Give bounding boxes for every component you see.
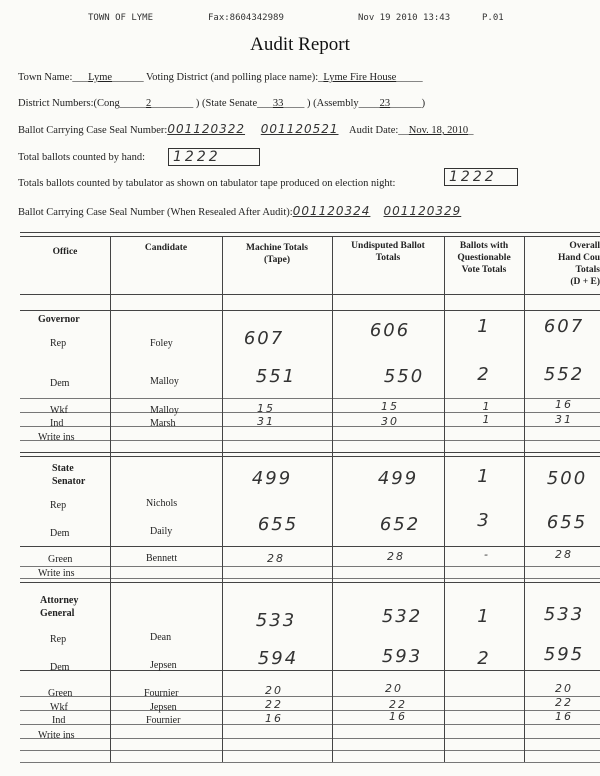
write-ins-label: Write ins (38, 730, 75, 741)
table-grid-line (20, 310, 600, 311)
table-grid-line (20, 750, 600, 751)
machine-total: 28 (267, 552, 285, 565)
header-machine-line-1: Machine Totals (245, 243, 309, 253)
machine-total: 15 (257, 402, 275, 415)
seal-value-1: 001120322 (167, 122, 246, 136)
header-questionable-line-3: Vote Totals (461, 265, 507, 275)
table-grid-line (20, 440, 600, 441)
party-label: Dem (50, 528, 70, 539)
fax-sender: TOWN OF LYME (88, 13, 154, 23)
machine-total: 20 (265, 684, 283, 697)
table-grid-line (20, 294, 600, 295)
party-label: Rep (50, 634, 67, 645)
questionable-total: - (484, 548, 490, 561)
overall-total: 16 (555, 710, 573, 723)
undisputed-total: 28 (387, 550, 405, 563)
write-ins-label: Write ins (38, 432, 75, 443)
party-label: Rep (50, 338, 67, 349)
table-grid-line (20, 546, 600, 547)
party-label: Green (48, 688, 73, 699)
party-label: Dem (50, 378, 70, 389)
header-overall-line-1: Overall (569, 241, 600, 251)
undisputed-total: 532 (381, 606, 423, 627)
header-overall-line-2: Hand Cou (558, 253, 600, 263)
header-undisputed-line-1: Undisputed Ballot (351, 241, 425, 251)
questionable-total: 1 (477, 316, 491, 337)
cong-value: 2 (146, 98, 152, 109)
undisputed-total: 606 (369, 320, 411, 341)
fax-page: P.01 (482, 13, 504, 23)
district-close: ) (421, 98, 426, 109)
machine-total: 551 (255, 366, 297, 387)
machine-total: 533 (255, 610, 297, 631)
seal-line: Ballot Carrying Case Seal Number:001120322 001120521 Audit Date:__Nov. 18, 2010_ (18, 122, 474, 136)
candidate-label: Fournier (146, 715, 181, 726)
candidate-label: Bennett (146, 553, 178, 564)
office-attorney-general: Attorney General (40, 595, 79, 619)
party-label: Wkf (50, 702, 68, 713)
overall-total: 22 (555, 696, 573, 709)
district-label: Voting District (and polling place name): (146, 72, 319, 83)
table-column-divider (332, 236, 333, 762)
questionable-total: 3 (477, 510, 491, 531)
table-column-divider (444, 236, 445, 762)
overall-total: 16 (555, 398, 573, 411)
machine-total: 607 (243, 328, 285, 349)
senate-label: ) (State Senate (195, 98, 258, 109)
overall-total: 655 (546, 512, 588, 533)
tabulator-label: Totals ballots counted by tabulator as shown on tabulator tape produced on election night: (18, 178, 396, 189)
table-grid-line (20, 582, 600, 583)
reseal-value-1: 001120324 (292, 204, 371, 218)
write-ins-label: Write ins (38, 568, 75, 579)
office-state-senator: State Senator (52, 463, 86, 487)
overall-total: 20 (555, 682, 573, 695)
machine-total: 31 (257, 415, 275, 428)
undisputed-total: 499 (377, 468, 419, 489)
assembly-value: 23 (379, 98, 391, 109)
assembly-label: ) (Assembly (307, 98, 359, 109)
party-label: Green (48, 554, 73, 565)
hand-count-label: Total ballots counted by hand: (18, 152, 145, 163)
overall-total: 28 (555, 548, 573, 561)
cong-label: District Numbers:(Cong (18, 98, 120, 109)
party-label: Dem (50, 662, 70, 673)
header-undisputed-line-2: Totals (375, 253, 401, 263)
machine-total: 16 (265, 712, 283, 725)
table-grid-line (20, 452, 600, 453)
header-overall (524, 240, 600, 288)
audit-date-label: Audit Date: (349, 125, 399, 136)
hand-count-box: 1222 (168, 148, 260, 166)
page-title: Audit Report (250, 34, 350, 55)
overall-total: 595 (543, 644, 585, 665)
header-overall-line-4: (D + E) (570, 277, 600, 287)
table-grid-line (20, 696, 600, 697)
overall-total: 533 (543, 604, 585, 625)
overall-total: 552 (543, 364, 585, 385)
overall-total: 31 (555, 413, 573, 426)
header-undisputed (332, 240, 444, 264)
machine-total: 499 (251, 468, 293, 489)
header-questionable-line-1: Ballots with (459, 241, 509, 251)
table-grid-line (20, 762, 600, 763)
candidate-label: Dean (150, 632, 172, 643)
header-questionable (444, 240, 524, 276)
questionable-total: 1 (477, 466, 491, 487)
undisputed-total: 15 (381, 400, 399, 413)
undisputed-total: 593 (381, 646, 423, 667)
undisputed-total: 16 (389, 710, 407, 723)
tabulator-box: 1222 (444, 168, 518, 186)
undisputed-total: 22 (389, 698, 407, 711)
candidate-label: Fournier (144, 688, 179, 699)
table-grid-line (20, 412, 600, 413)
candidate-label: Nichols (146, 498, 178, 509)
overall-total: 607 (543, 316, 585, 337)
machine-total: 22 (265, 698, 283, 711)
party-label: Wkf (50, 405, 68, 416)
header-office: Office (52, 247, 78, 257)
candidate-label: Daily (150, 526, 173, 537)
town-label: Town Name: (18, 72, 73, 83)
table-column-divider (110, 236, 111, 762)
candidate-label: Jepsen (150, 660, 177, 671)
table-grid-line (20, 236, 600, 237)
machine-total: 655 (257, 514, 299, 535)
town-line: Town Name:___Lyme______ Voting District (and polling place name):_Lyme Fire House_____ (18, 72, 423, 83)
table-column-divider (222, 236, 223, 762)
questionable-total: 1 (482, 413, 492, 426)
senate-value: 33 (272, 98, 284, 109)
district-numbers-line: District Numbers:(Cong_____2________ ) (State Senate___33____ ) (Assembly____23______) (18, 98, 426, 109)
reseal-line (18, 204, 461, 218)
party-label: Ind (50, 418, 64, 429)
table-grid-line (20, 738, 600, 739)
questionable-total: 2 (477, 364, 491, 385)
undisputed-total: 20 (385, 682, 403, 695)
undisputed-total: 652 (379, 514, 421, 535)
table-grid-line (20, 398, 600, 399)
questionable-total: 2 (477, 648, 491, 669)
table-grid-line (20, 456, 600, 457)
machine-total: 594 (257, 648, 299, 669)
table-grid-line (20, 710, 600, 711)
overall-total: 500 (546, 468, 588, 489)
audit-date-value: Nov. 18, 2010 (408, 125, 469, 136)
table-column-divider (524, 236, 525, 762)
undisputed-total: 550 (383, 366, 425, 387)
party-label: Ind (52, 715, 66, 726)
header-questionable-line-2: Questionable (457, 253, 511, 263)
table-grid-line (20, 670, 600, 671)
reseal-value-2: 001120329 (383, 204, 462, 218)
office-governor: Governor (38, 314, 80, 325)
table-grid-line (20, 566, 600, 567)
candidate-label: Foley (150, 338, 173, 349)
undisputed-total: 30 (381, 415, 399, 428)
header-machine (222, 242, 332, 266)
candidate-label: Marsh (150, 418, 176, 429)
party-label: Rep (50, 500, 67, 511)
candidate-label: Malloy (150, 376, 179, 387)
table-grid-line (20, 724, 600, 725)
header-machine-line-2: (Tape) (263, 255, 291, 265)
district-value: Lyme Fire House (323, 72, 397, 83)
reseal-label: Ballot Carrying Case Seal Number (When Resealed After Audit): (18, 207, 293, 218)
table-grid-line (20, 426, 600, 427)
header-overall-line-3: Totals (575, 265, 600, 275)
questionable-total: 1 (482, 400, 492, 413)
header-candidate: Candidate (144, 243, 188, 253)
candidate-label: Jepsen (150, 702, 177, 713)
candidate-label: Malloy (150, 405, 179, 416)
table-grid-line (20, 232, 600, 233)
seal-label: Ballot Carrying Case Seal Number: (18, 125, 168, 136)
table-grid-line (20, 578, 600, 579)
town-value: Lyme (88, 72, 113, 83)
questionable-total: 1 (477, 606, 491, 627)
fax-datetime: Nov 19 2010 13:43 (358, 13, 451, 23)
seal-value-2: 001120521 (260, 122, 339, 136)
fax-number: Fax:8604342989 (208, 13, 284, 23)
